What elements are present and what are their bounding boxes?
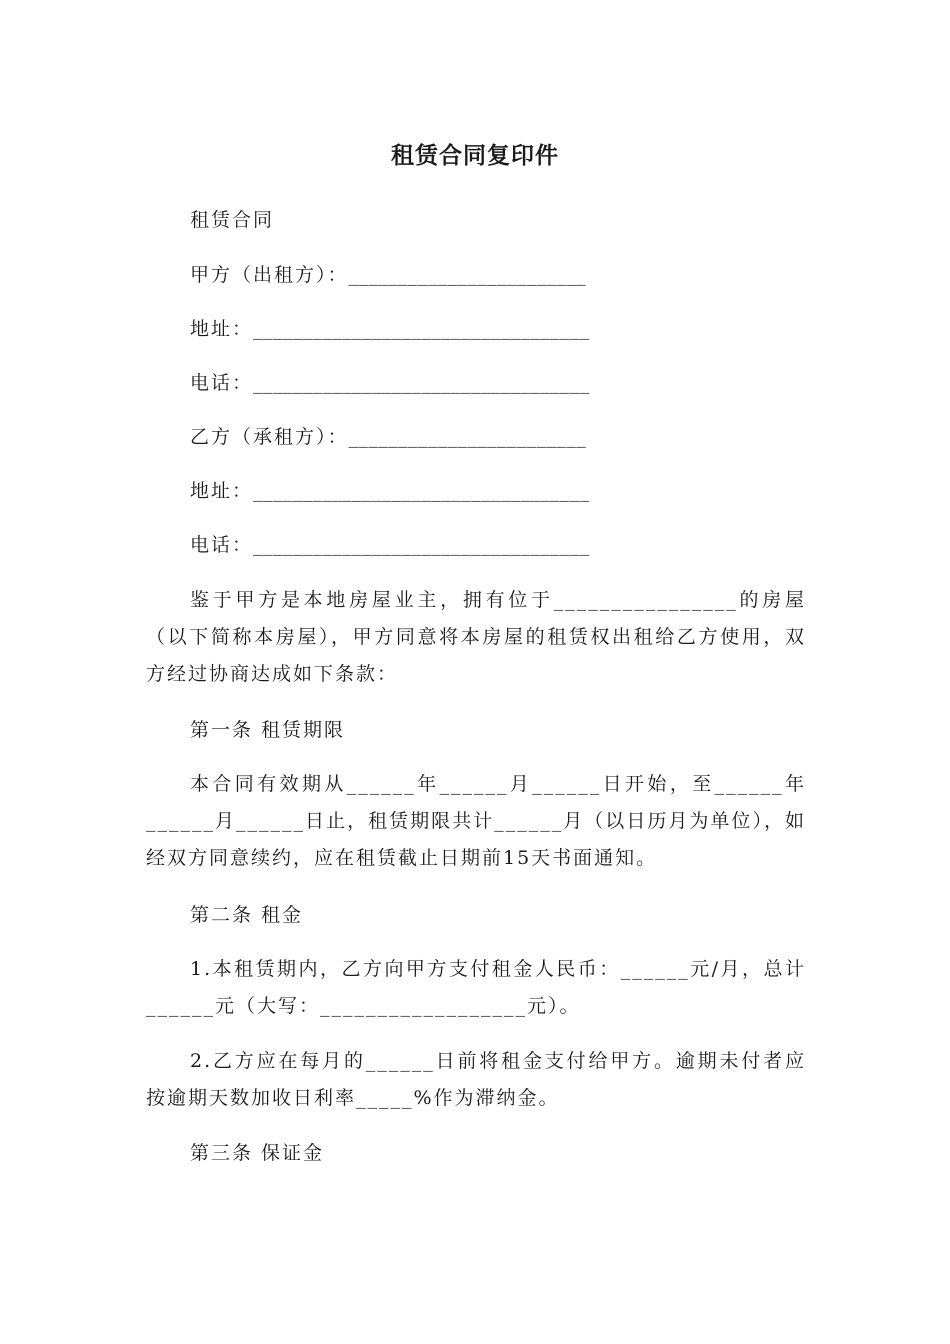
party-b-address-line xyxy=(190,478,590,504)
party-a-line xyxy=(190,262,586,288)
article2-title: 第二条 租金 xyxy=(190,904,304,926)
preamble-paragraph: 鉴于甲方是本地房屋业主，拥有位于________________的房屋（以下简称本房屋），甲方同意将本房屋的租赁权出租给乙方使用，双方经过协商达成如下条款： xyxy=(146,589,806,685)
party-b-label: 乙方（承租方）： xyxy=(190,426,349,448)
party-a-blank: ________________________ xyxy=(348,264,587,286)
contract-heading: 租赁合同 xyxy=(190,209,275,231)
party-b-phone-line xyxy=(190,532,590,558)
article2-item2: 2.乙方应在每月的______日前将租金支付给甲方。逾期未付者应按逾期天数加收日利率_____%作为滞纳金。 xyxy=(146,1050,806,1109)
document-title: 租赁合同复印件 xyxy=(391,143,559,169)
party-a-address-line xyxy=(190,316,590,342)
article1-title: 第一条 租赁期限 xyxy=(190,719,346,741)
party-a-address-blank: __________________________________ xyxy=(253,318,590,340)
party-b-address-label: 地址： xyxy=(190,480,254,502)
party-a-address-label: 地址： xyxy=(190,318,254,340)
party-a-phone-blank: __________________________________ xyxy=(253,372,590,394)
party-a-label: 甲方（出租方）： xyxy=(190,264,349,286)
article2-item1: 1.本租赁期内，乙方向甲方支付租金人民币：______元/月，总计______元（大写：__________________元）。 xyxy=(146,958,806,1017)
party-b-phone-blank: __________________________________ xyxy=(253,534,590,556)
party-a-phone-label: 电话： xyxy=(190,372,254,394)
party-b-address-blank: __________________________________ xyxy=(253,480,590,502)
article1-body: 本合同有效期从______年______月______日开始，至______年______月______日止，租赁期限共计______月（以日历月为单位），如经双方同意续约，应在租赁截止日期前15天书面通知。 xyxy=(146,773,806,869)
party-b-blank: ________________________ xyxy=(348,426,587,448)
article3-title: 第三条 保证金 xyxy=(190,1142,325,1164)
party-a-phone-line xyxy=(190,370,590,396)
party-b-phone-label: 电话： xyxy=(190,534,254,556)
party-b-line xyxy=(190,424,586,450)
